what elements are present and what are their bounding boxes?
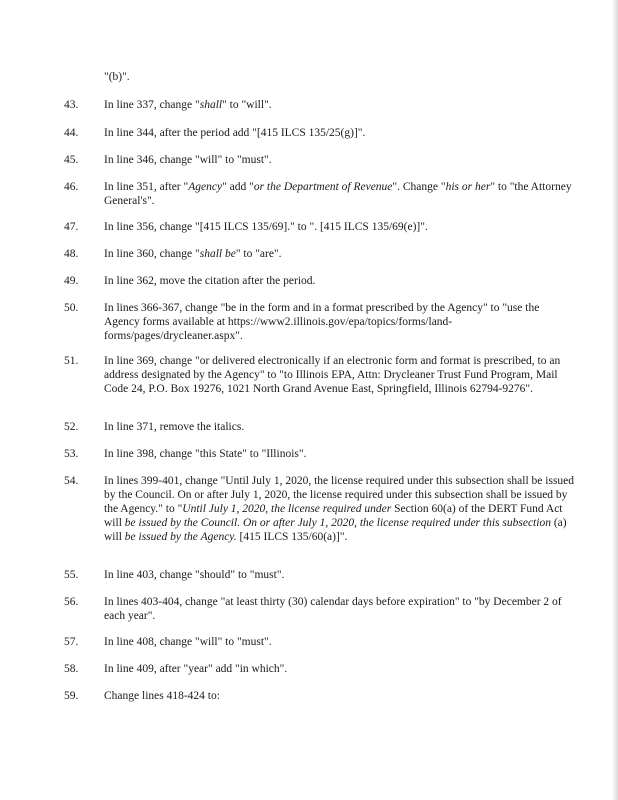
item-number: 59. [64, 690, 79, 702]
item-text: In line 371, remove the italics. [104, 421, 245, 433]
item-text: In line 344, after the period add "[415 ILCS 135/25(g)]". [104, 127, 366, 139]
item-text: In line 409, after "year" add "in which". [104, 663, 288, 675]
item-number: 54. [64, 475, 79, 487]
item-number: 45. [64, 154, 79, 166]
item-text: In line 351, after "Agency" add "or the Department of Revenue". Change "his or her" to "the Attorney General's". [104, 181, 572, 207]
item-text: In line 398, change "this State" to "Illinois". [104, 448, 307, 460]
item-number: 48. [64, 248, 79, 260]
item-number: 55. [64, 569, 79, 581]
item-text: In line 408, change "will" to "must". [104, 636, 272, 648]
item-number: 46. [64, 181, 79, 193]
item-number: 56. [64, 596, 79, 608]
page-edge [612, 0, 618, 800]
item-text: In line 403, change "should" to "must". [104, 569, 285, 581]
item-text: In line 346, change "will" to "must". [104, 154, 272, 166]
item-text: In lines 366-367, change "be in the form and in a format prescribed by the Agency" to "use the Agency forms available at https://www2.illinois.gov/epa/topics/forms/land-forms/pages/drycleaner.aspx". [104, 302, 540, 342]
item-text: Change lines 418-424 to: [104, 690, 220, 702]
item-number: 44. [64, 127, 79, 139]
intro-line: "(b)". [104, 71, 130, 83]
item-text: In line 362, move the citation after the period. [104, 275, 316, 287]
item-number: 47. [64, 221, 79, 233]
item-number: 57. [64, 636, 79, 648]
item-number: 49. [64, 275, 79, 287]
item-text: In line 356, change "[415 ILCS 135/69]." to ". [415 ILCS 135/69(e)]". [104, 221, 428, 233]
item-text: In line 337, change "shall" to "will". [104, 99, 272, 111]
item-number: 51. [64, 355, 79, 367]
item-text: In lines 399-401, change "Until July 1, 2020, the license required under this subsection shall be issued by the Council. On or after July 1, 2020, the license required under this subsection shall be issued by the Agency." to "Until July 1, 2020, the license required under Section 60(a) of the DERT Fund Act will be issued by the Council. On or after July 1, 2020, the license required under this subsection (a) will be issued by the Agency. [415 ILCS 135/60(a)]". [104, 475, 575, 543]
item-text: In line 369, change "or delivered electronically if an electronic form and format is prescribed, to an address designated by the Agency" to "to Illinois EPA, Attn: Drycleaner Trust Fund Program, Mail Code 24, P.O. Box 19276, 1021 North Grand Avenue East, Springfield, Illinois 62794-9276". [104, 355, 561, 395]
item-text: In line 360, change "shall be" to "are". [104, 248, 282, 260]
item-number: 58. [64, 663, 79, 675]
item-number: 52. [64, 421, 79, 433]
item-number: 53. [64, 448, 79, 460]
item-text: In lines 403-404, change "at least thirty (30) calendar days before expiration" to "by December 2 of each year". [104, 596, 562, 622]
item-number: 50. [64, 302, 79, 314]
item-number: 43. [64, 99, 79, 111]
